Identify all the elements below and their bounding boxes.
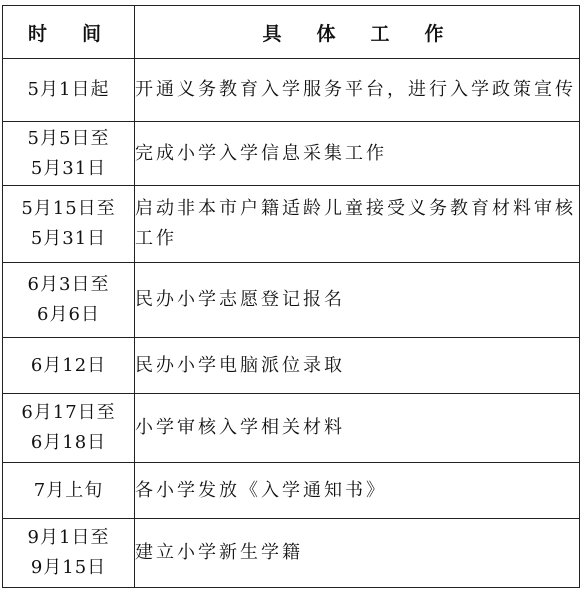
table-row: [3, 463, 580, 519]
table-header-row: [3, 6, 580, 59]
header-time: 时 间: [3, 6, 135, 59]
enrollment-schedule-table: [2, 5, 580, 588]
time-line: 9月15日: [30, 557, 107, 578]
schedule-table-container: [2, 5, 580, 588]
row-work: 建立小学新生学籍: [135, 519, 580, 588]
table-row: [3, 394, 580, 463]
time-line: 5月5日至: [27, 127, 110, 149]
table-row: [3, 186, 580, 263]
row-time: [3, 338, 135, 394]
row-work: 民办小学电脑派位录取: [135, 338, 580, 394]
row-work: 开通义务教育入学服务平台，进行入学政策宣传: [135, 59, 580, 122]
table-row: [3, 59, 580, 122]
time-line: 9月1日至: [27, 527, 110, 548]
row-time: [3, 263, 135, 338]
time-line: 6月12日: [30, 354, 107, 376]
row-work: 启动非本市户籍适龄儿童接受义务教育材料审核工作: [135, 186, 580, 263]
time-line: 6月6日: [37, 304, 100, 325]
time-line: 5月31日: [30, 228, 107, 249]
row-work: 民办小学志愿登记报名: [135, 263, 580, 338]
row-time: [3, 186, 135, 263]
time-line: 6月3日至: [27, 274, 110, 295]
time-line: 7月上旬: [33, 479, 104, 501]
row-work: 各小学发放《入学通知书》: [135, 463, 580, 519]
row-work: 小学审核入学相关材料: [135, 394, 580, 463]
time-line: 6月18日: [30, 432, 107, 453]
row-time: [3, 122, 135, 186]
table-row: [3, 519, 580, 588]
row-time: [3, 394, 135, 463]
time-line: 5月15日至: [21, 198, 116, 219]
table-row: [3, 122, 580, 186]
table-row: [3, 338, 580, 394]
header-work: 具 体 工 作: [135, 6, 580, 59]
time-line: 5月31日: [30, 157, 107, 179]
time-line: 6月17日至: [21, 402, 116, 423]
row-time: [3, 519, 135, 588]
time-line: 5月1日起: [27, 79, 110, 100]
row-work: 完成小学入学信息采集工作: [135, 122, 580, 186]
row-time: [3, 59, 135, 122]
table-row: [3, 263, 580, 338]
row-time: [3, 463, 135, 519]
